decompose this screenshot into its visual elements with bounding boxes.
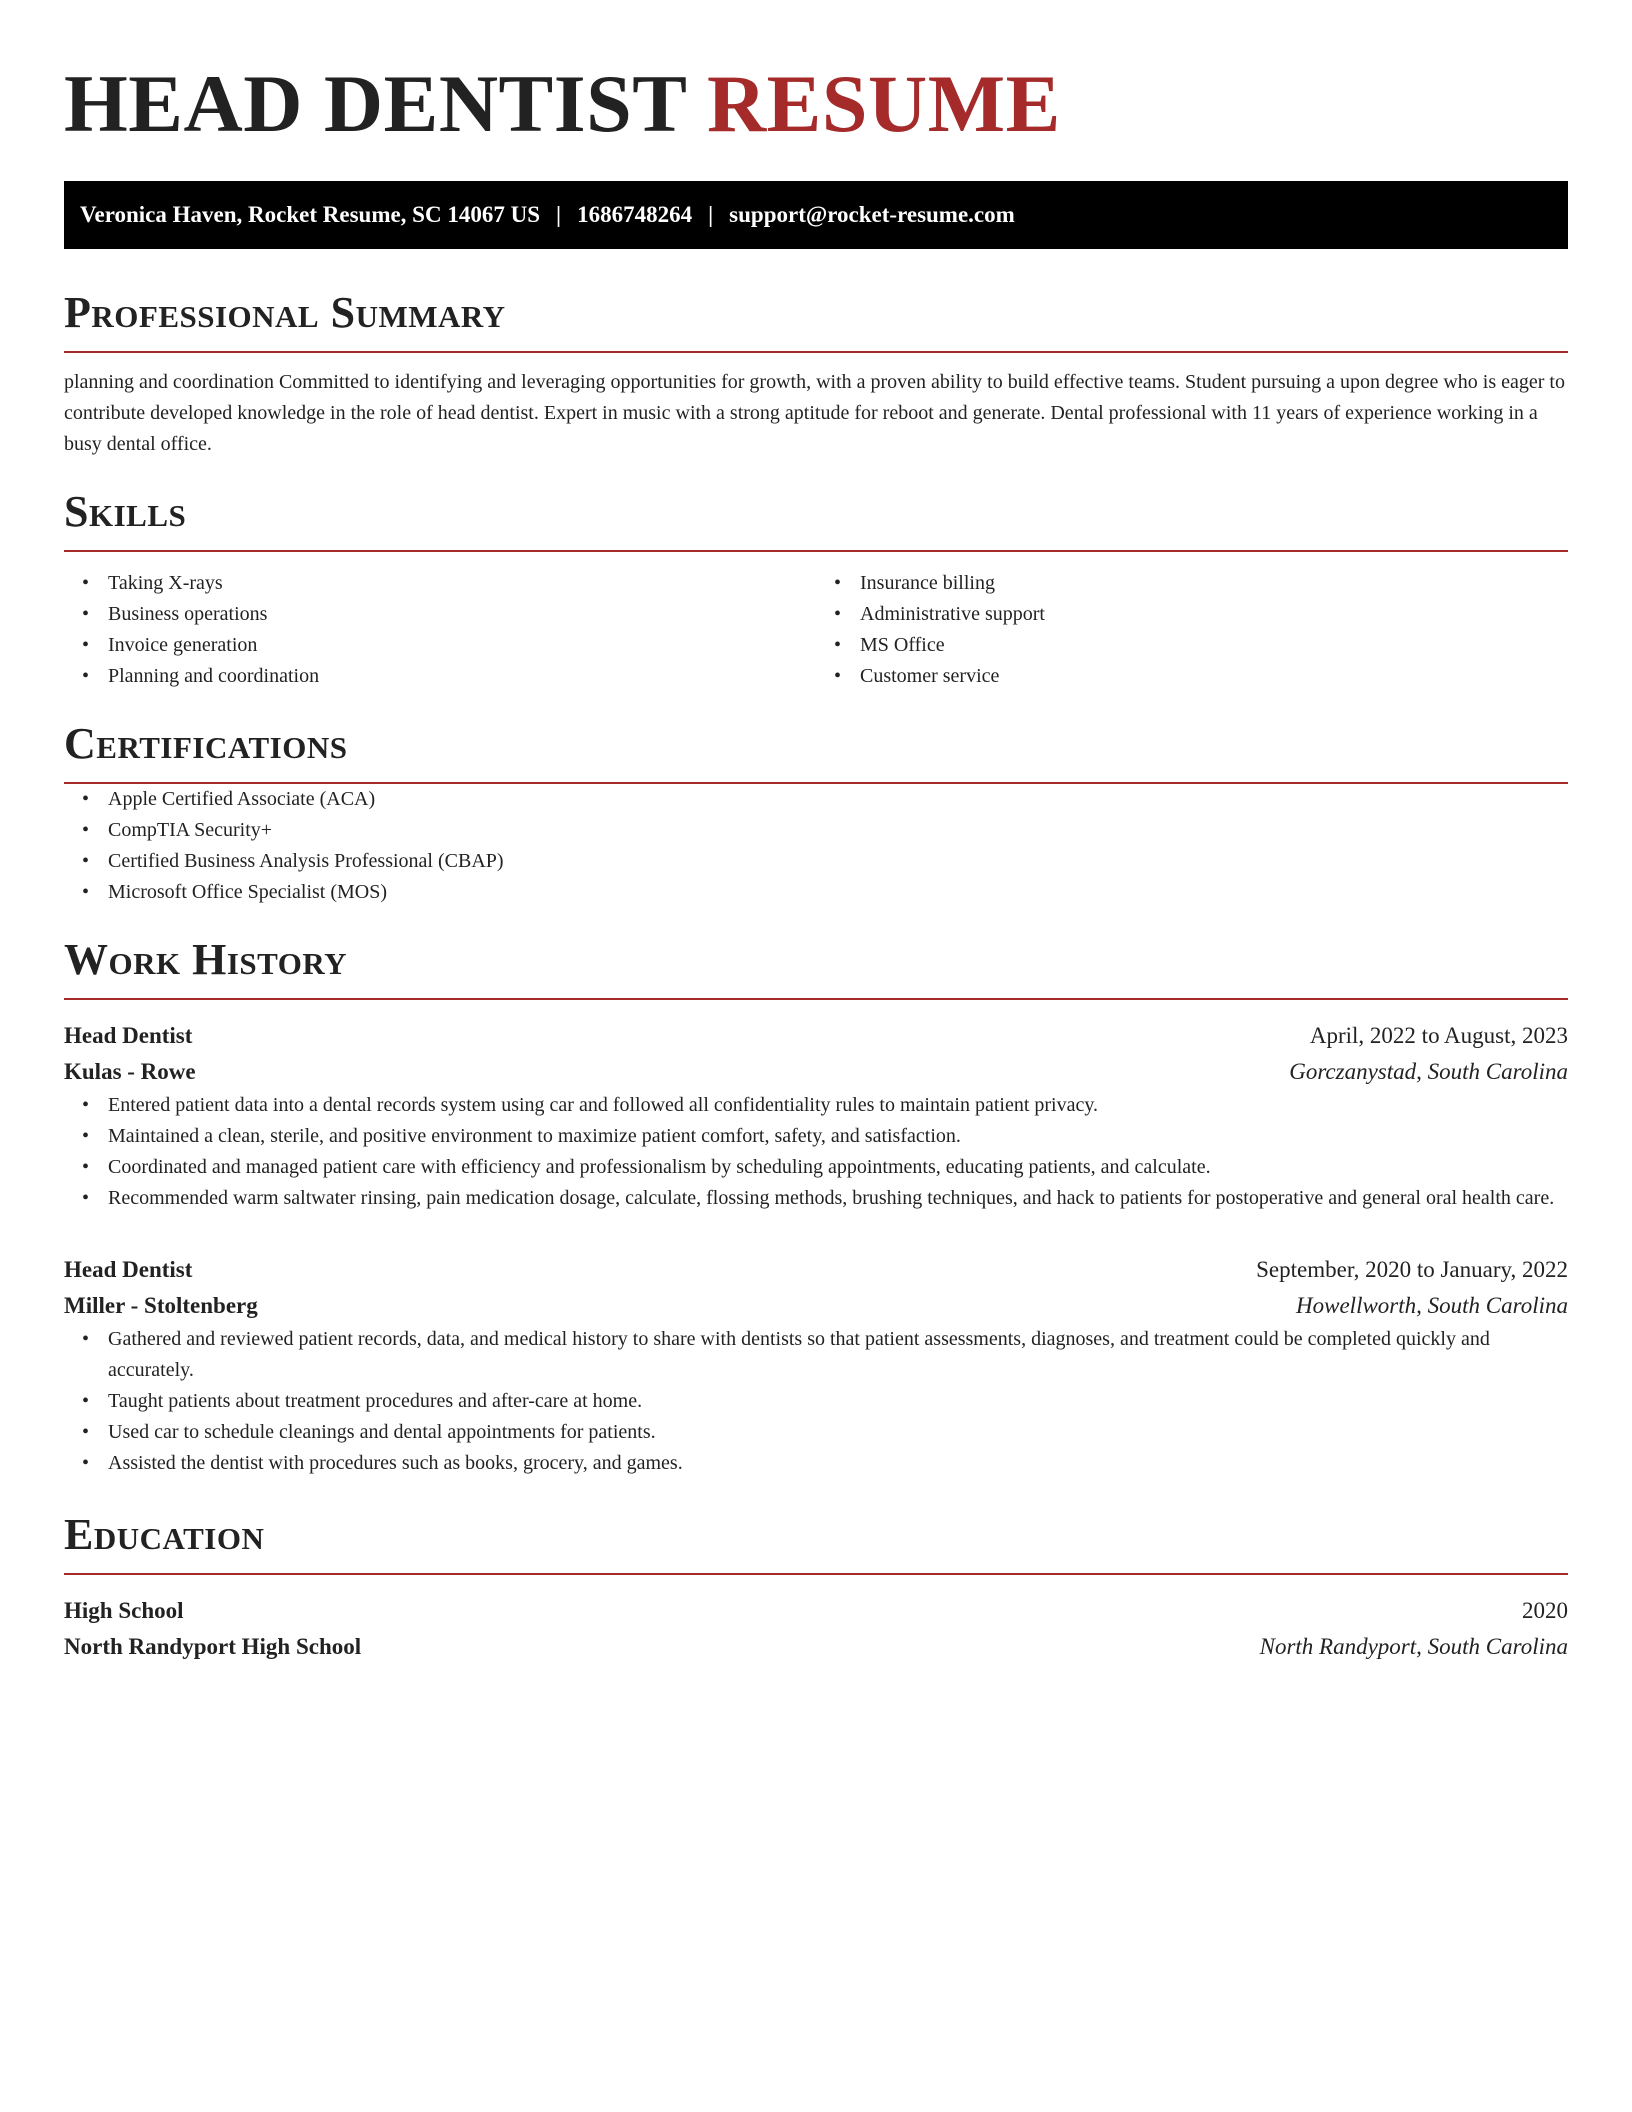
summary-text: planning and coordination Committed to identifying and leveraging opportunities for growth, with a proven ability to build effective teams. Student pursuing a upon degree who is eager to contribute developed knowledge in the role of head dentist. Expert in music with a strong aptitude for reboot and generate. Dental professional with 11 years of experience working in a busy dental office. [64, 371, 1565, 455]
skills-grid [64, 568, 1568, 692]
education-school-row [64, 1629, 1568, 1665]
section-heading-certifications: Certifications [64, 719, 348, 768]
contact-email: support@rocket-resume.com [729, 202, 1015, 227]
section-divider [64, 550, 1568, 552]
job-duty-item: • Taught patients about treatment procedures and after-care at home. [108, 1386, 1568, 1417]
section-divider [64, 1573, 1568, 1575]
job-duty-item: • Entered patient data into a dental records system using car and followed all confidentiality rules to maintain patient privacy. [108, 1090, 1568, 1121]
job-company-row [64, 1288, 1568, 1324]
education-degree: High School [64, 1598, 184, 1623]
certification-item: • Apple Certified Associate (ACA) [108, 784, 1568, 815]
job-entry [64, 1018, 1568, 1214]
job-title: Head Dentist [64, 1257, 193, 1282]
job-dates: September, 2020 to January, 2022 [1256, 1257, 1568, 1282]
certification-item: • Microsoft Office Specialist (MOS) [108, 877, 1568, 908]
job-duty-item: • Gathered and reviewed patient records, data, and medical history to share with dentists so that patient assessments, diagnoses, and treatment could be completed quickly and accurately. [108, 1324, 1568, 1386]
contact-address: Veronica Haven, Rocket Resume, SC 14067 US [80, 202, 540, 227]
skill-item: • Administrative support [860, 599, 1568, 630]
section-heading-work-history: Work History [64, 935, 348, 984]
skill-item: • Business operations [108, 599, 816, 630]
job-duty-item: • Assisted the dentist with procedures such as books, grocery, and games. [108, 1448, 1568, 1479]
job-dates: April, 2022 to August, 2023 [1309, 1023, 1568, 1048]
contact-separator: | [556, 202, 562, 227]
job-duties-list [64, 1324, 1568, 1479]
skill-item: • Invoice generation [108, 630, 816, 661]
job-location: Howellworth, South Carolina [1296, 1293, 1568, 1318]
work-history-section [64, 934, 1568, 1479]
job-duty-item: • Used car to schedule cleanings and dental appointments for patients. [108, 1417, 1568, 1448]
skills-column-left [64, 568, 816, 692]
section-heading-education: Education [64, 1510, 265, 1559]
resume-title [64, 52, 1568, 156]
education-section [64, 1509, 1568, 1665]
skill-item: • Taking X-rays [108, 568, 816, 599]
skills-column-right [816, 568, 1568, 692]
title-role: HEAD DENTIST [64, 58, 686, 149]
contact-phone: 1686748264 [577, 202, 693, 227]
job-duty-item: • Recommended warm saltwater rinsing, pain medication dosage, calculate, flossing methods, brushing techniques, and hack to patients for postoperative and general oral health care. [108, 1183, 1568, 1214]
certification-item: • Certified Business Analysis Professional (CBAP) [108, 846, 1568, 877]
job-title-row [64, 1018, 1568, 1054]
skill-item: • MS Office [860, 630, 1568, 661]
job-duties-list [64, 1090, 1568, 1214]
job-duty-item: • Maintained a clean, sterile, and positive environment to maximize patient comfort, safety, and satisfaction. [108, 1121, 1568, 1152]
section-heading-skills: Skills [64, 487, 187, 536]
education-year: 2020 [1522, 1598, 1568, 1623]
section-divider [64, 351, 1568, 353]
job-duty-item: • Coordinated and managed patient care with efficiency and professionalism by scheduling appointments, educating patients, and calculate. [108, 1152, 1568, 1183]
contact-bar [64, 181, 1568, 249]
job-company: Miller - Stoltenberg [64, 1293, 258, 1318]
job-location: Gorczanystad, South Carolina [1289, 1059, 1568, 1084]
education-school: North Randyport High School [64, 1634, 362, 1659]
title-resume-word: RESUME [706, 58, 1061, 149]
skill-item: • Customer service [860, 661, 1568, 692]
section-divider [64, 998, 1568, 1000]
skills-section [64, 486, 1568, 692]
professional-summary-section [64, 287, 1568, 460]
job-title: Head Dentist [64, 1023, 193, 1048]
certification-item: • CompTIA Security+ [108, 815, 1568, 846]
skill-item: • Planning and coordination [108, 661, 816, 692]
certifications-section [64, 718, 1568, 908]
job-company: Kulas - Rowe [64, 1059, 196, 1084]
education-location: North Randyport, South Carolina [1259, 1634, 1568, 1659]
job-company-row [64, 1054, 1568, 1090]
education-entry [64, 1593, 1568, 1665]
certifications-list [64, 784, 1568, 908]
contact-separator: | [708, 202, 714, 227]
job-entry [64, 1252, 1568, 1479]
job-title-row [64, 1252, 1568, 1288]
skill-item: • Insurance billing [860, 568, 1568, 599]
education-degree-row [64, 1593, 1568, 1629]
section-heading-summary: Professional Summary [64, 288, 506, 337]
